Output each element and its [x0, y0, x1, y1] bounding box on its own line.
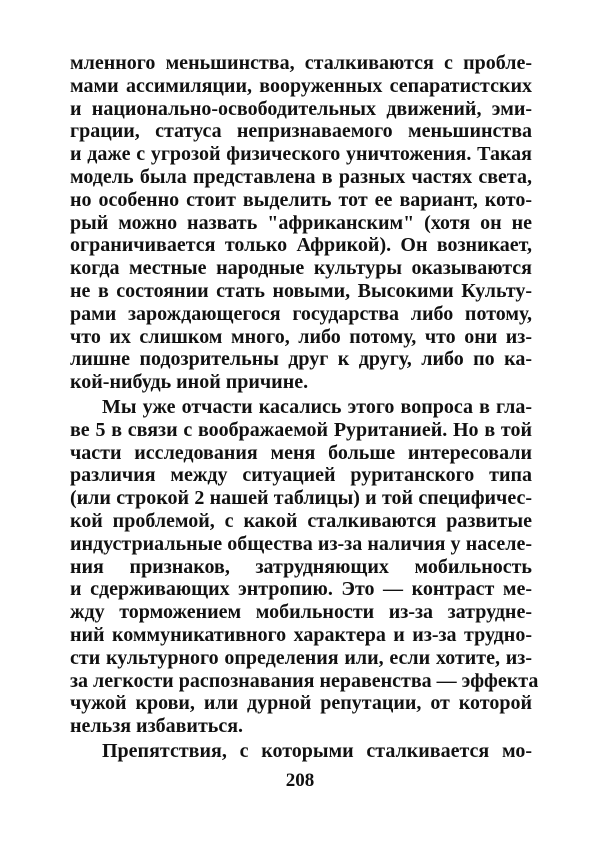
page-number: 208 [285, 770, 315, 791]
text-line: модель была представлена в разных частях света, [70, 165, 532, 188]
paragraph-3 [70, 740, 532, 763]
text-line: грации, статуса непризнаваемого меньшинства [70, 120, 532, 143]
text-line: ве 5 в связи с воображаемой Руританией. Но в той [70, 418, 532, 441]
text-line: индустриальные общества из-за наличия у населе- [70, 532, 532, 555]
text-line: Мы уже отчасти касались этого вопроса в гла- [102, 395, 532, 418]
text-line: чужой крови, или дурной репутации, от которой [70, 692, 532, 715]
text-line: за легкости распознавания неравенства — эффекта [70, 669, 539, 692]
text-line: жду торможением мобильности из-за затрудне- [70, 601, 532, 624]
paragraph-1 [70, 52, 532, 394]
text-line: но особенно стоит выделить тот ее вариант, кото- [70, 188, 532, 211]
text-line: и даже с угрозой физического уничтожения. Такая [70, 143, 532, 166]
text-line: ний коммуникативного характера и из-за трудно- [70, 623, 532, 646]
text-line: рый можно назвать "африканским" (хотя он не [70, 211, 532, 234]
text-line: сти культурного определения или, если хотите, из- [70, 646, 532, 669]
text-line: (или строкой 2 нашей таблицы) и той специфичес- [70, 487, 532, 510]
text-line: нельзя избавиться. [70, 715, 244, 738]
text-line: и сдерживающих энтропию. Это — контраст ме- [70, 578, 532, 601]
text-line: рами зарождающегося государства либо потому, [70, 302, 532, 325]
text-line: не в состоянии стать новыми, Высокими Культу- [70, 279, 532, 302]
text-line: части исследования меня больше интересовали [70, 441, 532, 464]
text-line: мленного меньшинства, сталкиваются с пробле- [70, 52, 532, 74]
body-text [70, 52, 539, 763]
text-line: что их слишком много, либо потому, что они из- [70, 325, 532, 348]
text-line: кой проблемой, с какой сталкиваются развитые [70, 509, 532, 532]
text-line: когда местные народные культуры оказываются [70, 257, 532, 280]
text-line: мами ассимиляции, вооруженных сепаратистских [70, 74, 532, 97]
text-line: ния признаков, затрудняющих мобильность [70, 555, 532, 578]
text-line: лишне подозрительны друг к другу, либо по ка- [70, 348, 532, 371]
paragraph-2 [70, 395, 539, 738]
text-line: кой-нибудь иной причине. [70, 371, 309, 394]
text-line: и национально-освободительных движений, эми- [70, 97, 532, 120]
text-line: различия между ситуацией руританского типа [70, 464, 532, 487]
text-line: Препятствия, с которыми сталкивается мо- [102, 739, 532, 762]
text-line: ограничивается только Африкой). Он возникает, [70, 234, 532, 257]
